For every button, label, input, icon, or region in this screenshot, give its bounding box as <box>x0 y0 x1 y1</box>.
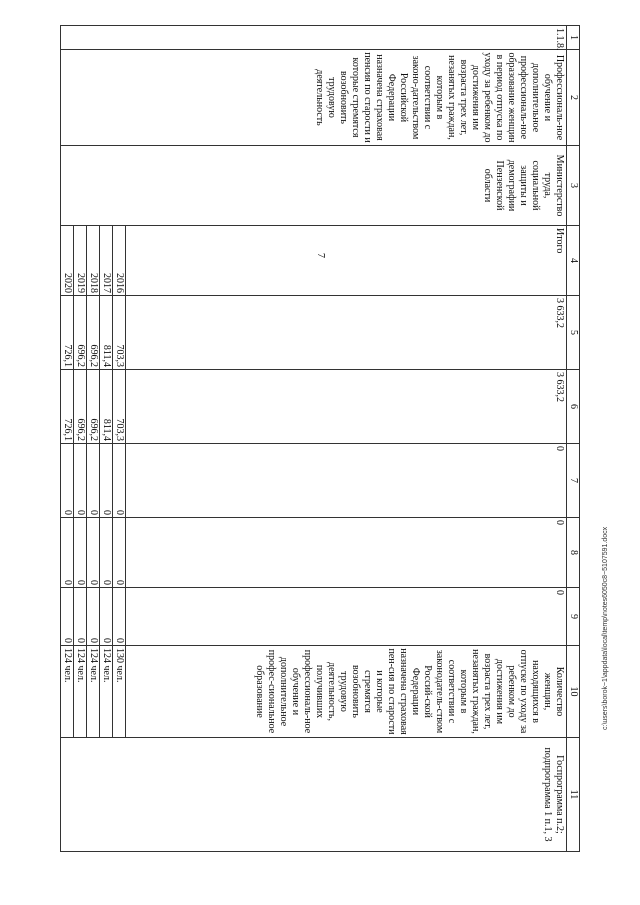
col-header-11: 11 <box>567 738 580 852</box>
value-col9: 0 <box>100 588 113 646</box>
responsible-ministry: Министерство труда, социальной защиты и демографии Пензенской области <box>61 146 567 226</box>
value-col5: 696,2 <box>87 296 100 370</box>
value-col6: 703,3 <box>113 370 126 444</box>
table-row <box>126 26 567 852</box>
value-col7: 0 <box>100 444 113 518</box>
col-header-2: 2 <box>567 50 580 146</box>
value-col10: 124 чел. <box>87 646 100 738</box>
col-header-5: 5 <box>567 296 580 370</box>
rotated-table-container <box>60 25 580 851</box>
header-row <box>567 26 580 852</box>
value-col9: 0 <box>87 588 100 646</box>
col-header-7: 7 <box>567 444 580 518</box>
program-table <box>60 25 580 852</box>
col-header-6: 6 <box>567 370 580 444</box>
value-col6: 696,2 <box>87 370 100 444</box>
col-header-8: 8 <box>567 518 580 588</box>
year: 2019 <box>74 226 87 296</box>
value-col7: 0 <box>113 444 126 518</box>
col-header-3: 3 <box>567 146 580 226</box>
file-path-footer: c:\users\borok~1\appdata\local\temp\notes6050c8~5107591.docx <box>602 526 609 730</box>
value-col5: 703,3 <box>113 296 126 370</box>
col-header-4: 4 <box>567 226 580 296</box>
value-col7: 0 <box>74 444 87 518</box>
value-col6: 811,4 <box>100 370 113 444</box>
col-header-10: 10 <box>567 646 580 738</box>
col-header-9: 9 <box>567 588 580 646</box>
value-col8: 0 <box>87 518 100 588</box>
value-col7: 0 <box>61 444 74 518</box>
year: 2020 <box>61 226 74 296</box>
value-col6: 726,1 <box>61 370 74 444</box>
page-number: 7 <box>315 253 326 258</box>
value-col10: 124 чел. <box>74 646 87 738</box>
value-col9: 0 <box>74 588 87 646</box>
item-number: 1.1.8. <box>61 26 567 50</box>
value-col8: 0 <box>61 518 74 588</box>
value-col6: 696,2 <box>74 370 87 444</box>
activity-description: Профессиональ-ное обучение и дополнительное профессиональ-ное образование женщин в период отпуска по уходу за ребенком до достижения им возраста трех лет, незанятых граждан, которым в соответствии с законо-дательством Российской Федерации назначена страховая пенсия по старости и которые стремятся возобновить трудовую деятельность <box>61 50 567 146</box>
value-col10: 130 чел. <box>113 646 126 738</box>
total-col7: 0 <box>126 444 567 518</box>
value-col10: 124 чел. <box>61 646 74 738</box>
indicator-description: Количество женщин, находящихся в отпуске по уходу за ребенком до достижения им возраста трех лет, незанятых граждан, которым в соответствии с законодатель-ством Россий-ской Федерации назначена страховая пен-сия по старости и которые стремятся возобновить трудовую деятельность, получивших профессиональ-ное обучение и дополнительное профес-сиональное образование <box>126 646 567 738</box>
total-col5: 3 633,2 <box>126 296 567 370</box>
value-col5: 726,1 <box>61 296 74 370</box>
value-col8: 0 <box>100 518 113 588</box>
value-col8: 0 <box>74 518 87 588</box>
year: 2016 <box>113 226 126 296</box>
value-col9: 0 <box>113 588 126 646</box>
value-col7: 0 <box>87 444 100 518</box>
total-col8: 0 <box>126 518 567 588</box>
total-col6: 3 633,2 <box>126 370 567 444</box>
program-reference: Госпрограмма п.2; подпрограмма 1 п.1, 3 <box>61 738 567 852</box>
col-header-1: 1 <box>567 26 580 50</box>
value-col10: 124 чел. <box>100 646 113 738</box>
total-label: Итого <box>126 226 567 296</box>
value-col5: 811,4 <box>100 296 113 370</box>
value-col8: 0 <box>113 518 126 588</box>
total-col9: 0 <box>126 588 567 646</box>
year: 2018 <box>87 226 100 296</box>
year: 2017 <box>100 226 113 296</box>
value-col5: 696,2 <box>74 296 87 370</box>
value-col9: 0 <box>61 588 74 646</box>
